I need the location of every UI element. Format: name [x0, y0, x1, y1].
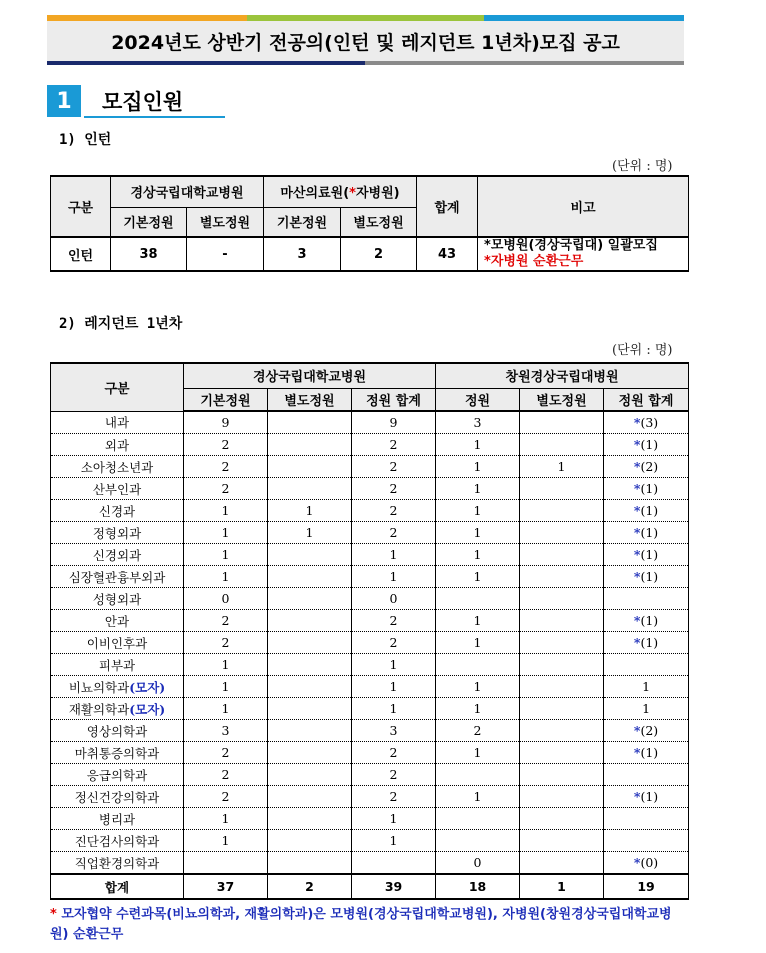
row-name: 병리과 — [51, 808, 184, 830]
col-hospital1: 경상국립대학교병원 — [111, 176, 264, 207]
cell-a: 2 — [184, 764, 268, 786]
row-name: 산부인과 — [51, 478, 184, 500]
cell-f — [604, 764, 689, 786]
res-col-sum: 정원 합계 — [352, 388, 436, 411]
total-a: 37 — [184, 874, 268, 899]
row-name: 신경과 — [51, 500, 184, 522]
cell-e — [520, 522, 604, 544]
cell-c: 1 — [352, 654, 436, 676]
cell-a: 2 — [184, 478, 268, 500]
row-name: 진단검사의학과 — [51, 830, 184, 852]
cell-f: 1 — [604, 676, 689, 698]
col-h2-basic: 기본정원 — [264, 207, 341, 237]
table-row — [51, 478, 689, 500]
cell-e — [520, 478, 604, 500]
cell-f: *(2) — [604, 720, 689, 742]
table-row — [51, 588, 689, 610]
cell-e — [520, 852, 604, 875]
cell-f: *(1) — [604, 478, 689, 500]
cell-c: 1 — [352, 808, 436, 830]
cell-b — [268, 830, 352, 852]
cell-a: 1 — [184, 566, 268, 588]
row-name: 성형외과 — [51, 588, 184, 610]
res-col-sum2: 정원 합계 — [604, 388, 689, 411]
cell-a: 1 — [184, 808, 268, 830]
cell-b — [268, 786, 352, 808]
cell-c: 2 — [352, 500, 436, 522]
table-row — [51, 456, 689, 478]
res-total-row — [51, 874, 689, 899]
cell-b — [268, 588, 352, 610]
col-h2-extra: 별도정원 — [341, 207, 417, 237]
cell-c: 2 — [352, 478, 436, 500]
cell-b — [268, 676, 352, 698]
table-row — [51, 808, 689, 830]
remark-line-1: *모병원(경상국립대) 일괄모집 — [484, 238, 658, 253]
cell-b — [268, 478, 352, 500]
cell-c: 2 — [352, 434, 436, 456]
cell-d: 1 — [436, 742, 520, 764]
cell-b — [268, 456, 352, 478]
res-col-basic: 기본정원 — [184, 388, 268, 411]
cell-d: 2 — [436, 720, 520, 742]
cell-c: 2 — [352, 742, 436, 764]
cell-b — [268, 698, 352, 720]
table-row — [51, 500, 689, 522]
cell-f: *(1) — [604, 434, 689, 456]
cell-f — [604, 654, 689, 676]
cell-c: 1 — [352, 566, 436, 588]
cell-e — [520, 764, 604, 786]
cell-f — [604, 588, 689, 610]
row-name: 신경외과 — [51, 544, 184, 566]
total-f: 19 — [604, 874, 689, 899]
cell-b — [268, 544, 352, 566]
cell-c: 0 — [352, 588, 436, 610]
cell-a: 2 — [184, 610, 268, 632]
cell-c: 9 — [352, 411, 436, 434]
cell-a: 3 — [184, 720, 268, 742]
col-hospital2: 마산의료원(*자병원) — [264, 176, 417, 207]
cell-d: 1 — [436, 500, 520, 522]
cell-a: 2 — [184, 434, 268, 456]
table-row — [51, 720, 689, 742]
total-e: 1 — [520, 874, 604, 899]
cell-c — [352, 852, 436, 875]
col-category: 구분 — [51, 176, 111, 237]
cell-f — [604, 830, 689, 852]
cell-a — [184, 852, 268, 875]
table-row — [51, 786, 689, 808]
cell-c: 1 — [352, 830, 436, 852]
cell-e — [520, 411, 604, 434]
cell-e: 1 — [520, 456, 604, 478]
intern-table — [50, 175, 689, 272]
cell-h1-extra: - — [187, 237, 264, 271]
cell-d: 1 — [436, 478, 520, 500]
cell-h2-basic: 3 — [264, 237, 341, 271]
cell-a: 1 — [184, 544, 268, 566]
cell-f: *(1) — [604, 522, 689, 544]
col-h1-extra: 별도정원 — [187, 207, 264, 237]
cell-e — [520, 566, 604, 588]
cell-e — [520, 698, 604, 720]
cell-d: 1 — [436, 786, 520, 808]
cell-d: 0 — [436, 852, 520, 875]
cell-h2-extra: 2 — [341, 237, 417, 271]
cell-b — [268, 764, 352, 786]
total-c: 39 — [352, 874, 436, 899]
cell-d — [436, 588, 520, 610]
row-name: 이비인후과 — [51, 632, 184, 654]
cell-d: 1 — [436, 698, 520, 720]
cell-e — [520, 544, 604, 566]
table-row — [51, 764, 689, 786]
intern-unit: (단위 : 명) — [612, 159, 673, 174]
remark-line-2: *자병원 순환근무 — [484, 254, 584, 269]
cell-b — [268, 610, 352, 632]
cell-b — [268, 720, 352, 742]
cell-a: 1 — [184, 522, 268, 544]
total-d: 18 — [436, 874, 520, 899]
row-name: 안과 — [51, 610, 184, 632]
cell-total: 43 — [417, 237, 478, 271]
cell-d: 1 — [436, 610, 520, 632]
cell-c: 2 — [352, 764, 436, 786]
cell-b — [268, 434, 352, 456]
cell-f — [604, 808, 689, 830]
page-title: 2024년도 상반기 전공의(인턴 및 레지던트 1년차)모집 공고 — [47, 21, 684, 61]
cell-b — [268, 632, 352, 654]
cell-f: *(1) — [604, 500, 689, 522]
cell-a: 2 — [184, 632, 268, 654]
table-row — [51, 522, 689, 544]
table-row — [51, 566, 689, 588]
cell-b — [268, 654, 352, 676]
cell-f: *(1) — [604, 632, 689, 654]
row-name: 응급의학과 — [51, 764, 184, 786]
cell-c: 1 — [352, 698, 436, 720]
resident-heading: 2) 레지던트 1년차 — [59, 316, 183, 332]
title-bottom-bar — [47, 61, 684, 65]
table-row — [51, 852, 689, 875]
row-name: 비뇨의학과(모자) — [51, 676, 184, 698]
cell-c: 3 — [352, 720, 436, 742]
cell-a: 1 — [184, 500, 268, 522]
resident-unit: (단위 : 명) — [612, 343, 673, 358]
total-b: 2 — [268, 874, 352, 899]
table-row — [51, 411, 689, 434]
cell-e — [520, 830, 604, 852]
row-name: 재활의학과(모자) — [51, 698, 184, 720]
section-underline — [84, 116, 225, 118]
res-col-quota: 정원 — [436, 388, 520, 411]
row-name: 내과 — [51, 411, 184, 434]
table-row — [51, 632, 689, 654]
cell-b — [268, 566, 352, 588]
table-row — [51, 742, 689, 764]
table-row — [51, 676, 689, 698]
cell-d: 1 — [436, 434, 520, 456]
table-row — [51, 698, 689, 720]
cell-d: 3 — [436, 411, 520, 434]
cell-e — [520, 610, 604, 632]
cell-f: *(0) — [604, 852, 689, 875]
row-name: 소아청소년과 — [51, 456, 184, 478]
row-name: 심장혈관흉부외과 — [51, 566, 184, 588]
col-remarks: 비고 — [478, 176, 689, 237]
cell-c: 2 — [352, 456, 436, 478]
cell-b: 1 — [268, 500, 352, 522]
cell-name: 인턴 — [51, 237, 111, 271]
cell-d: 1 — [436, 566, 520, 588]
res-col-extra2: 별도정원 — [520, 388, 604, 411]
cell-d: 1 — [436, 522, 520, 544]
cell-d — [436, 764, 520, 786]
cell-b — [268, 808, 352, 830]
intern-row — [51, 237, 689, 271]
table-row — [51, 434, 689, 456]
table-row — [51, 610, 689, 632]
cell-c: 1 — [352, 544, 436, 566]
cell-e — [520, 654, 604, 676]
row-name: 영상의학과 — [51, 720, 184, 742]
cell-e — [520, 434, 604, 456]
cell-a: 1 — [184, 676, 268, 698]
cell-e — [520, 808, 604, 830]
cell-d: 1 — [436, 456, 520, 478]
row-name: 피부과 — [51, 654, 184, 676]
table-row — [51, 830, 689, 852]
cell-a: 1 — [184, 830, 268, 852]
cell-d — [436, 808, 520, 830]
cell-b — [268, 742, 352, 764]
section-number-badge: 1 — [47, 85, 81, 117]
cell-f: *(1) — [604, 610, 689, 632]
cell-a: 2 — [184, 742, 268, 764]
cell-d: 1 — [436, 632, 520, 654]
cell-c: 2 — [352, 786, 436, 808]
col-total: 합계 — [417, 176, 478, 237]
cell-f: *(1) — [604, 786, 689, 808]
cell-f: *(1) — [604, 544, 689, 566]
cell-f: 1 — [604, 698, 689, 720]
cell-a: 1 — [184, 698, 268, 720]
row-name: 직업환경의학과 — [51, 852, 184, 875]
cell-c: 2 — [352, 522, 436, 544]
cell-e — [520, 500, 604, 522]
row-name: 외과 — [51, 434, 184, 456]
section-title: 모집인원 — [102, 90, 184, 114]
cell-e — [520, 742, 604, 764]
resident-table — [50, 362, 689, 900]
row-name: 정형외과 — [51, 522, 184, 544]
cell-h1-basic: 38 — [111, 237, 187, 271]
cell-c: 2 — [352, 610, 436, 632]
total-name: 합계 — [51, 874, 184, 899]
cell-a: 0 — [184, 588, 268, 610]
cell-d — [436, 654, 520, 676]
cell-a: 9 — [184, 411, 268, 434]
cell-f: *(3) — [604, 411, 689, 434]
res-col-hospital1: 경상국립대학교병원 — [184, 363, 436, 388]
cell-e — [520, 588, 604, 610]
cell-c: 2 — [352, 632, 436, 654]
table-row — [51, 544, 689, 566]
cell-e — [520, 786, 604, 808]
res-col-extra: 별도정원 — [268, 388, 352, 411]
row-name: 마취통증의학과 — [51, 742, 184, 764]
cell-a: 2 — [184, 786, 268, 808]
cell-e — [520, 632, 604, 654]
cell-c: 1 — [352, 676, 436, 698]
cell-f: *(2) — [604, 456, 689, 478]
intern-heading: 1) 인턴 — [59, 132, 112, 148]
cell-d: 1 — [436, 676, 520, 698]
cell-d: 1 — [436, 544, 520, 566]
cell-remarks — [478, 237, 689, 271]
cell-e — [520, 676, 604, 698]
cell-a: 1 — [184, 654, 268, 676]
cell-a: 2 — [184, 456, 268, 478]
cell-e — [520, 720, 604, 742]
cell-f: *(1) — [604, 742, 689, 764]
cell-f: *(1) — [604, 566, 689, 588]
cell-b — [268, 852, 352, 875]
res-col-category: 구분 — [51, 363, 184, 411]
table-row — [51, 654, 689, 676]
footnote: * 모자협약 수련과목(비뇨의학과, 재활의학과)은 모병원(경상국립대학교병원), 자병원(창원경상국립대학교병원) 순환근무 — [50, 907, 672, 942]
res-col-hospital2: 창원경상국립대병원 — [436, 363, 689, 388]
cell-b: 1 — [268, 522, 352, 544]
cell-d — [436, 830, 520, 852]
col-h1-basic: 기본정원 — [111, 207, 187, 237]
row-name: 정신건강의학과 — [51, 786, 184, 808]
cell-b — [268, 411, 352, 434]
